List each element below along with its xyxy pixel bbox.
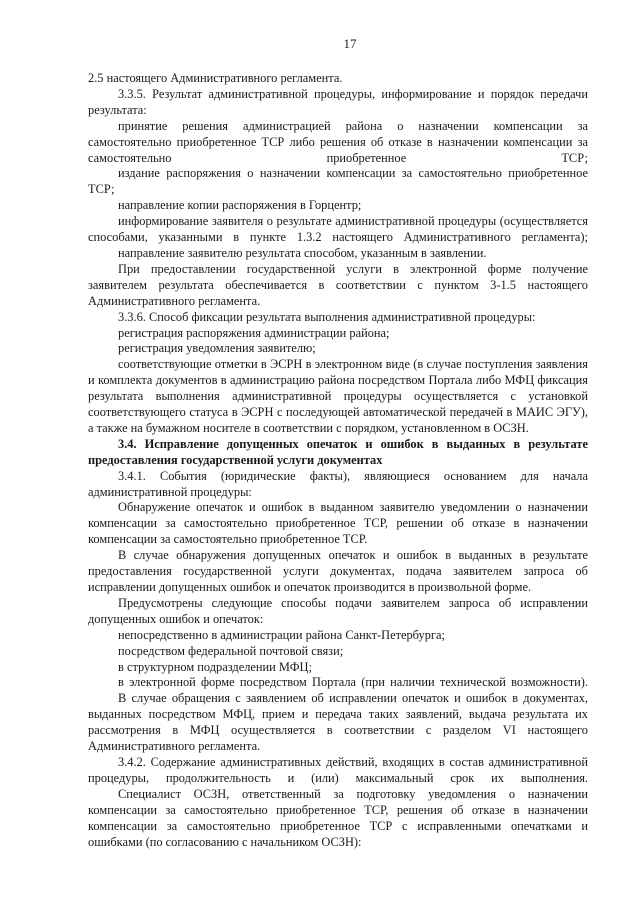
paragraph: 3.3.5. Результат административной процедуры, информирование и порядок передачи результата: [88,86,588,117]
paragraph: 3.3.6. Способ фиксации результата выполнения административной процедуры: [118,309,536,324]
paragraph: При предоставлении государственной услуги в электронной форме получение заявителем результата обеспечивается в соответствии с пунктом 3-1.5 настоящего Административного регламента. [88,261,588,308]
paragraph: 3.4.2. Содержание административных действий, входящих в состав административной процедуры, продолжительность и (или) максимальный срок их выполнения. [88,754,588,785]
paragraph: 3.4.1. События (юридические факты), являющиеся основанием для начала административной процедуры: [88,468,588,499]
paragraph: в электронной форме посредством Портала (при наличии технической возможности). [118,675,588,690]
paragraph: информирование заявителя о результате административной процедуры (осуществляется способами, указанными в пункте 1.3.2 настоящего Административного регламента); [88,214,588,245]
paragraph: В случае обнаружения допущенных опечаток и ошибок в выданных в результате предоставления государственной услуги документах, подача заявителем запроса об исправлении допущенных ошибок и опечаток производится в произвольной форме. [88,548,588,594]
section-heading: 3.4. Исправление допущенных опечаток и ошибок в выданных в результате предоставления государственной услуги документах [88,436,588,467]
paragraph: в структурном подразделении МФЦ; [118,659,312,674]
paragraph: посредством федеральной почтовой связи; [118,643,344,658]
paragraph: Предусмотрены следующие способы подачи заявителем запроса об исправлении допущенных ошибок и опечаток: [88,595,588,626]
paragraph: направление заявителю результата способом, указанным в заявлении. [118,245,487,260]
paragraph: регистрация уведомления заявителю; [118,341,316,356]
paragraph: регистрация распоряжения администрации района; [118,325,390,340]
paragraph: издание распоряжения о назначении компенсации за самостоятельно приобретенное ТСР; [88,166,588,197]
paragraph: Обнаружение опечаток и ошибок в выданном заявителю уведомлении о назначении компенсации за самостоятельно приобретенное ТСР, решении об отказе в назначении компенсации за самостоятельно приобретенное ТСР. [88,500,588,547]
paragraph: принятие решения администрацией района о назначении компенсации за самостоятельно приобретенное ТСР либо решения об отказе в назначении компенсации за самостоятельно приобретенное ТСР; [88,118,588,165]
page-number: 17 [343,36,357,51]
paragraph: В случае обращения с заявлением об исправлении опечаток и ошибок в документах, выданных посредством МФЦ, прием и передача таких заявлений, выдача результата их рассмотрения в МФЦ осуществляется в соответствии с разделом VI настоящего Административного регламента. [88,691,588,754]
paragraph: Специалист ОСЗН, ответственный за подготовку уведомления о назначении компенсации за самостоятельно приобретенное ТСР, решения об отказе в назначении компенсации за самостоятельно приобретенное ТСР с исправленными опечатками и ошибками (по согласованию с начальником ОСЗН): [88,786,588,849]
paragraph: направление копии распоряжения в Горцентр; [118,198,362,213]
paragraph: 2.5 настоящего Административного регламента. [88,71,343,85]
document-body [88,71,588,850]
paragraph: соответствующие отметки в ЭСРН в электронном виде (в случае поступления заявления и комплекта документов в администрацию района посредством Портала либо МФЦ фиксация результата выполнения административной процедуры осуществляется с установкой соответствующего статуса в ЭСРН с последующей автоматической передачей в МАИС ЭГУ), а также на бумажном носителе в соответствии с порядком, установленном в ОСЗН. [88,357,588,435]
paragraph: непосредственно в администрации района Санкт-Петербурга; [118,627,445,642]
